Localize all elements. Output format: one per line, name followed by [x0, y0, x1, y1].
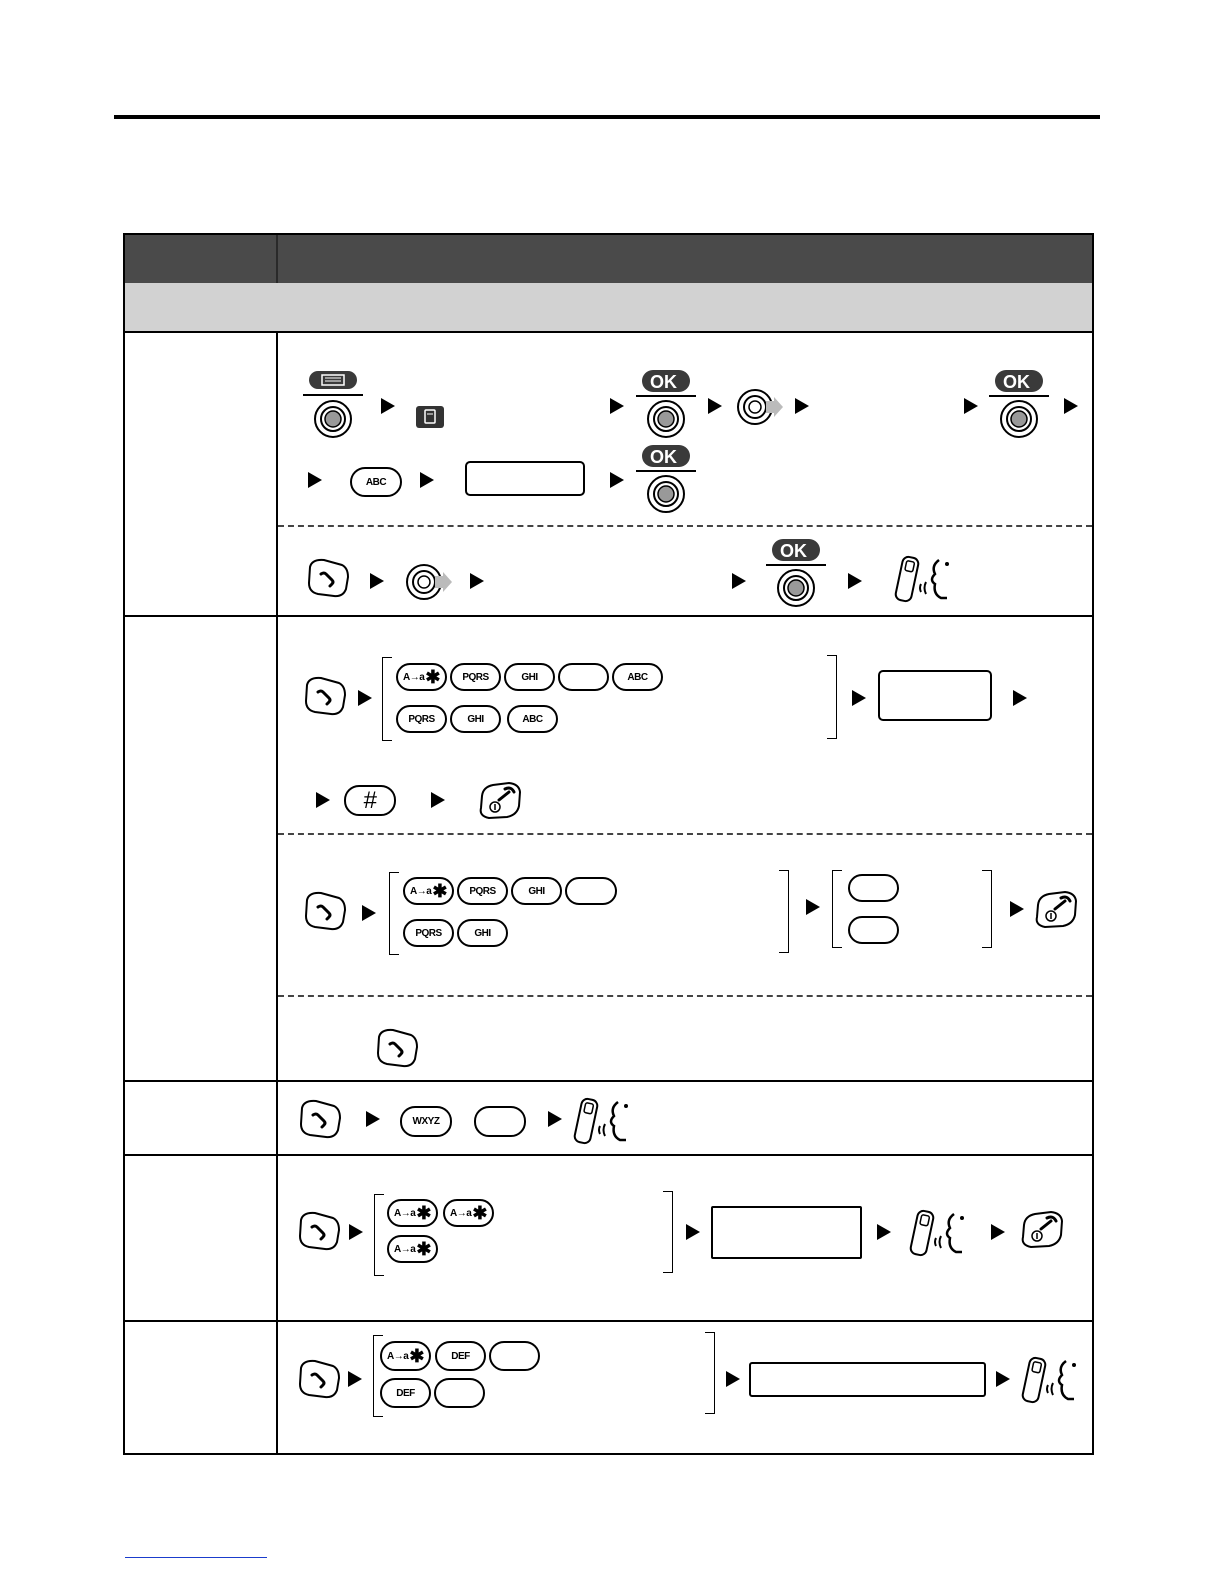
off-power-key-icon[interactable] — [1033, 889, 1079, 936]
arrow-right-icon — [431, 792, 445, 808]
arrow-right-icon — [806, 899, 820, 915]
arrow-right-icon — [795, 398, 809, 414]
bracket-right — [663, 1191, 673, 1273]
star-key-label: A→a — [394, 1243, 416, 1255]
asterisk-icon: ✱ — [425, 666, 440, 687]
arrow-right-icon — [381, 398, 395, 414]
arrow-right-icon — [852, 690, 866, 706]
star-key-label: A→a — [387, 1350, 409, 1362]
def-key[interactable]: DEF — [380, 1378, 431, 1408]
off-power-key-icon[interactable] — [1019, 1209, 1065, 1256]
arrow-right-icon — [726, 1371, 740, 1387]
handset-voice-icon — [570, 1096, 636, 1151]
arrow-right-icon — [548, 1111, 562, 1127]
pqrs-key[interactable]: PQRS — [450, 663, 501, 691]
talk-key-icon[interactable] — [375, 1027, 419, 1074]
def-key[interactable]: DEF — [435, 1341, 486, 1371]
bracket-left — [389, 872, 399, 955]
display-field — [465, 461, 585, 496]
header-column-divider — [276, 235, 278, 283]
arrow-right-icon — [991, 1224, 1005, 1240]
bracket-left — [382, 657, 392, 741]
row2-dashed-divider-1 — [278, 833, 1092, 835]
star-key[interactable] — [380, 1341, 431, 1371]
star-key[interactable] — [396, 663, 447, 691]
arrow-right-icon — [610, 398, 624, 414]
row2-dashed-divider-2 — [278, 995, 1092, 997]
asterisk-icon: ✱ — [416, 1238, 431, 1259]
arrow-right-icon — [848, 573, 862, 589]
arrow-right-icon — [1064, 398, 1078, 414]
bracket-left — [374, 1194, 384, 1276]
row1-dashed-divider — [278, 525, 1092, 527]
asterisk-icon: ✱ — [432, 880, 447, 901]
bracket-right — [827, 655, 837, 739]
blank-key[interactable] — [848, 874, 899, 902]
footer-link-underline — [125, 1557, 267, 1558]
arrow-right-icon — [470, 573, 484, 589]
blank-key[interactable] — [565, 877, 617, 905]
wxyz-key[interactable]: WXYZ — [400, 1106, 452, 1137]
row-divider-4 — [125, 1320, 1092, 1322]
setup-icon — [416, 406, 444, 433]
arrow-right-icon — [1013, 690, 1027, 706]
ghi-key[interactable]: GHI — [457, 919, 508, 947]
arrow-right-icon — [964, 398, 978, 414]
arrow-right-icon — [370, 573, 384, 589]
abc-key[interactable]: ABC — [350, 467, 402, 497]
blank-key[interactable] — [489, 1341, 540, 1371]
star-key[interactable] — [443, 1199, 494, 1227]
talk-key-icon[interactable] — [303, 890, 347, 937]
star-key-label: A→a — [403, 671, 425, 683]
column-divider — [276, 333, 278, 1455]
blank-key[interactable] — [558, 663, 609, 691]
arrow-right-icon — [348, 1371, 362, 1387]
arrow-right-icon — [308, 472, 322, 488]
operation-table — [123, 233, 1094, 1455]
off-power-key-icon[interactable] — [477, 780, 523, 827]
pqrs-key[interactable]: PQRS — [403, 919, 454, 947]
star-key[interactable] — [387, 1235, 438, 1263]
talk-key-icon[interactable] — [303, 675, 347, 722]
ok-label: OK — [650, 372, 677, 392]
arrow-right-icon — [366, 1111, 380, 1127]
arrow-right-icon — [420, 472, 434, 488]
blank-key[interactable] — [474, 1106, 526, 1137]
asterisk-icon: ✱ — [472, 1202, 487, 1223]
arrow-right-icon — [610, 472, 624, 488]
arrow-right-icon — [1010, 901, 1024, 917]
menu-key-icon — [303, 370, 363, 447]
display-field — [749, 1362, 986, 1397]
row-divider-3 — [125, 1154, 1092, 1156]
bracket-left — [832, 870, 842, 948]
ghi-key[interactable]: GHI — [504, 663, 555, 691]
ok-label: OK — [1003, 372, 1030, 392]
blank-key[interactable] — [434, 1378, 485, 1408]
bracket-right — [705, 1332, 715, 1414]
star-key[interactable] — [387, 1199, 438, 1227]
navigator-right-icon[interactable] — [405, 563, 453, 606]
arrow-right-icon — [316, 792, 330, 808]
talk-key-icon[interactable] — [297, 1210, 341, 1257]
talk-key-icon[interactable] — [297, 1358, 341, 1405]
asterisk-icon: ✱ — [416, 1202, 431, 1223]
handset-voice-icon — [1018, 1355, 1084, 1410]
hash-key[interactable]: # — [344, 785, 396, 816]
pqrs-key[interactable]: PQRS — [457, 877, 508, 905]
ok-label: OK — [650, 447, 677, 467]
talk-key-icon[interactable] — [306, 557, 350, 604]
top-rule — [114, 115, 1100, 119]
star-key-label: A→a — [410, 885, 432, 897]
bracket-right — [779, 870, 789, 953]
arrow-right-icon — [358, 690, 372, 706]
handset-voice-icon — [906, 1208, 972, 1263]
handset-voice-icon — [891, 554, 957, 609]
pqrs-key[interactable]: PQRS — [396, 705, 447, 733]
talk-key-icon[interactable] — [298, 1098, 342, 1145]
abc-key[interactable]: ABC — [612, 663, 663, 691]
display-field — [711, 1206, 862, 1259]
arrow-right-icon — [349, 1224, 363, 1240]
ghi-key[interactable]: GHI — [511, 877, 562, 905]
display-field — [878, 670, 992, 721]
arrow-right-icon — [996, 1371, 1010, 1387]
asterisk-icon: ✱ — [409, 1345, 424, 1366]
arrow-right-icon — [686, 1224, 700, 1240]
arrow-right-icon — [708, 398, 722, 414]
bracket-right — [982, 870, 992, 948]
row-divider-1 — [125, 615, 1092, 617]
arrow-right-icon — [362, 905, 376, 921]
ghi-key[interactable]: GHI — [450, 705, 501, 733]
star-key-label: A→a — [394, 1207, 416, 1219]
arrow-right-icon — [877, 1224, 891, 1240]
star-key-label: A→a — [450, 1207, 472, 1219]
abc-key[interactable]: ABC — [507, 705, 558, 733]
ok-label: OK — [780, 541, 807, 561]
row-divider-2 — [125, 1080, 1092, 1082]
blank-key[interactable] — [848, 916, 899, 944]
navigator-right-icon[interactable] — [736, 388, 784, 431]
arrow-right-icon — [732, 573, 746, 589]
table-subheader — [125, 283, 1092, 333]
star-key[interactable] — [403, 877, 454, 905]
table-header — [125, 235, 1092, 283]
